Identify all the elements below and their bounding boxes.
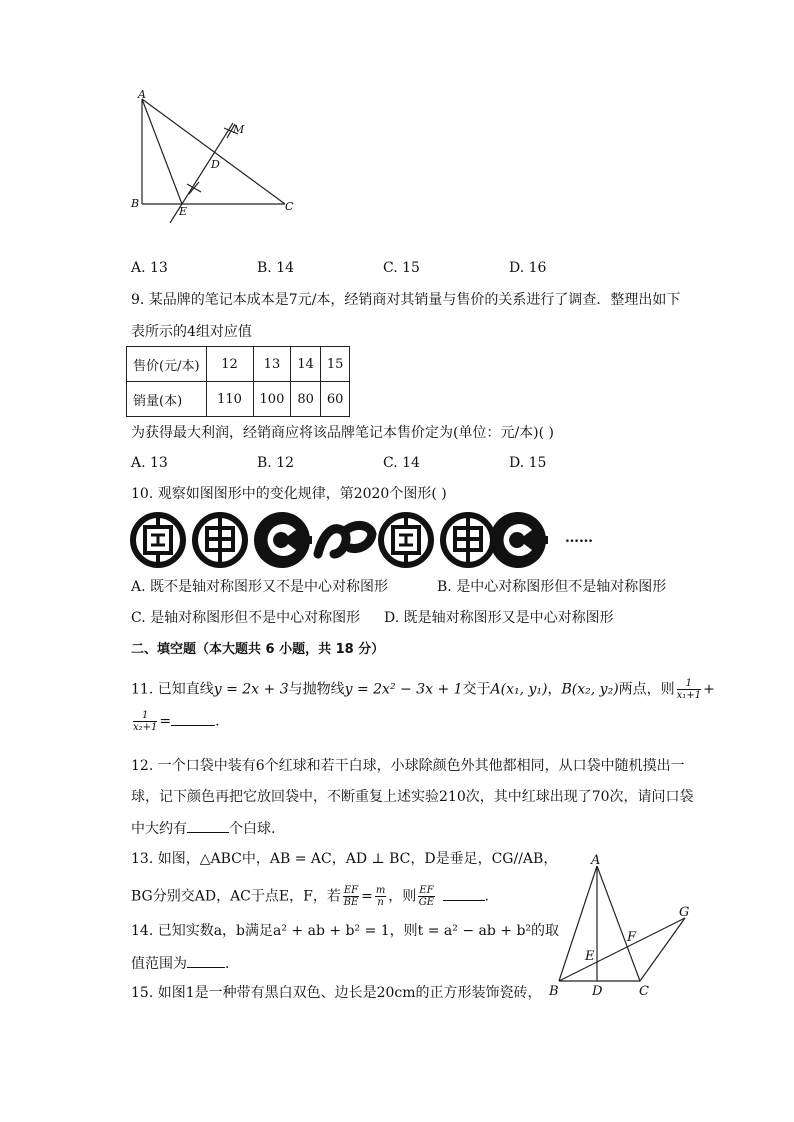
fraction-num: EF bbox=[343, 885, 359, 896]
label-F: F bbox=[627, 930, 637, 945]
table-row bbox=[127, 347, 350, 382]
fraction-num: 1 bbox=[677, 678, 701, 690]
q9-line1: 9. 某品牌的笔记本成本是7元/本，经销商对其销量与售价的关系进行了调查．整理出如下 bbox=[131, 292, 681, 308]
q8-option-c: C. 15 bbox=[383, 260, 420, 276]
fraction-den: BE bbox=[343, 897, 359, 908]
logo-icbc-icon bbox=[195, 514, 245, 566]
fraction-num: m bbox=[375, 885, 386, 896]
label-E: E bbox=[179, 205, 188, 218]
q12-line3b: 个白球. bbox=[229, 821, 276, 837]
table-cell: 12 bbox=[206, 347, 253, 382]
table-row bbox=[127, 382, 350, 417]
q13-fraction-3 bbox=[418, 885, 434, 908]
table-header-sales: 销量(本) bbox=[127, 382, 207, 417]
q8-option-d: D. 16 bbox=[509, 260, 547, 276]
q13-line2 bbox=[131, 885, 489, 908]
q14-line2a: 值范围为 bbox=[131, 956, 187, 972]
q11-p2: 与抛物线 bbox=[288, 681, 345, 698]
q15-line1: 15. 如图1是一种带有黑白双色、边长是20cm的正方形装饰瓷砖， bbox=[131, 985, 542, 1001]
label-B: B bbox=[549, 984, 559, 999]
q10-logo-sequence bbox=[128, 510, 548, 572]
answer-blank[interactable] bbox=[443, 886, 485, 901]
table-cell: 60 bbox=[320, 382, 350, 417]
table-cell: 13 bbox=[253, 347, 291, 382]
logo-wave-icon bbox=[318, 525, 372, 554]
q11-line2 bbox=[131, 710, 220, 733]
q9-option-b: B. 12 bbox=[257, 455, 295, 471]
triangle-figure-q13 bbox=[545, 850, 700, 1000]
q11-line1 bbox=[131, 678, 715, 701]
q13-fraction-2 bbox=[375, 885, 386, 908]
label-E: E bbox=[585, 949, 595, 964]
logo-bank-of-china-icon bbox=[133, 514, 183, 566]
fraction-den: GE bbox=[418, 897, 435, 908]
q11-eqsign: = bbox=[159, 713, 172, 730]
q11-eq2: y = 2x² − 3x + 1 bbox=[344, 681, 463, 698]
q12-line2: 球，记下颜色再把它放回袋中，不断重复上述实验210次，其中红球出现了70次，请问口袋 bbox=[131, 789, 694, 805]
q13-then: ，则 bbox=[388, 888, 417, 905]
label-G: G bbox=[679, 905, 690, 920]
logo-icbc-icon-2 bbox=[443, 514, 493, 566]
q10-ellipsis: …… bbox=[565, 530, 593, 546]
q11-p1: 11. 已知直线 bbox=[131, 681, 214, 698]
q11-comma: ， bbox=[547, 681, 562, 698]
logo-ccb-icon-2 bbox=[490, 512, 548, 568]
label-A: A bbox=[138, 88, 146, 101]
fraction-num: 1 bbox=[133, 710, 157, 722]
q9-option-d: D. 15 bbox=[509, 455, 547, 471]
q11-ptA: A(x₁, y₁) bbox=[490, 681, 548, 698]
q10-option-d: D. 既是轴对称图形又是中心对称图形 bbox=[384, 610, 614, 626]
q10-option-a: A. 既不是轴对称图形又不是中心对称图形 bbox=[131, 579, 389, 595]
fraction-den: x₁+1 bbox=[676, 690, 702, 701]
q12-line1: 12. 一个口袋中装有6个红球和若干白球，小球除颜色外其他都相同，从口袋中随机摸出一 bbox=[131, 758, 685, 774]
section-title-fill-in: 二、填空题（本大题共 6 小题，共 18 分） bbox=[131, 642, 385, 657]
answer-blank[interactable] bbox=[171, 711, 215, 726]
logo-bank-of-china-icon-2 bbox=[381, 514, 431, 566]
q11-plus: + bbox=[703, 681, 715, 698]
q11-p3: 交于 bbox=[462, 681, 491, 698]
label-D: D bbox=[592, 984, 603, 999]
table-cell: 14 bbox=[291, 347, 321, 382]
q13-fraction-1 bbox=[343, 885, 359, 908]
q8-option-a: A. 13 bbox=[131, 260, 168, 276]
q9-line2: 表所示的4组对应值 bbox=[131, 324, 252, 340]
q13-line2a: BG分别交AD，AC于点E，F，若 bbox=[131, 888, 341, 905]
q9-table bbox=[126, 346, 350, 417]
q12-line3 bbox=[131, 818, 275, 839]
table-cell: 100 bbox=[253, 382, 291, 417]
fraction-den: x₂+1 bbox=[133, 722, 158, 733]
fraction-num: EF bbox=[419, 885, 434, 896]
q14-line1: 14. 已知实数a，b满足a² + ab + b² = 1，则t = a² − ab + b²的取 bbox=[131, 923, 560, 939]
q14-end: . bbox=[225, 956, 230, 972]
answer-blank[interactable] bbox=[187, 953, 225, 968]
q13-eq: = bbox=[361, 888, 373, 905]
q9-option-a: A. 13 bbox=[131, 455, 168, 471]
q11-fraction-1 bbox=[677, 678, 701, 701]
q12-line3a: 中大约有 bbox=[131, 821, 187, 837]
q11-end: . bbox=[215, 713, 220, 730]
q11-p4: 两点，则 bbox=[618, 681, 675, 698]
q10-option-c: C. 是轴对称图形但不是中心对称图形 bbox=[131, 610, 361, 626]
label-C: C bbox=[639, 984, 649, 999]
label-D: D bbox=[211, 158, 220, 171]
q10-option-b: B. 是中心对称图形但不是轴对称图形 bbox=[437, 579, 667, 595]
q11-ptB: B(x₂, y₂) bbox=[561, 681, 619, 698]
table-cell: 15 bbox=[320, 347, 350, 382]
table-header-price: 售价(元/本) bbox=[127, 347, 207, 382]
q9-question: 为获得最大利润，经销商应将该品牌笔记本售价定为(单位：元/本)( ) bbox=[131, 425, 555, 441]
q9-option-c: C. 14 bbox=[383, 455, 420, 471]
table-cell: 80 bbox=[291, 382, 321, 417]
fraction-den: n bbox=[377, 897, 384, 908]
q13-end: . bbox=[484, 888, 489, 905]
q10-text: 10. 观察如图图形中的变化规律，第2020个图形( ) bbox=[131, 486, 447, 502]
label-M: M bbox=[233, 123, 245, 136]
q13-line1: 13. 如图，△ABC中，AB = AC，AD ⊥ BC，D是垂足，CG//AB， bbox=[131, 851, 558, 867]
answer-blank[interactable] bbox=[187, 818, 229, 833]
q11-eq1: y = 2x + 3 bbox=[213, 681, 289, 698]
table-cell: 110 bbox=[206, 382, 253, 417]
label-C: C bbox=[285, 200, 294, 213]
q14-line2 bbox=[131, 953, 229, 974]
q11-fraction-2 bbox=[133, 710, 157, 733]
label-B: B bbox=[131, 197, 140, 210]
label-A: A bbox=[591, 853, 601, 868]
q8-option-b: B. 14 bbox=[257, 260, 295, 276]
logo-ccb-icon bbox=[254, 512, 312, 568]
triangle-figure-q8 bbox=[125, 88, 305, 223]
